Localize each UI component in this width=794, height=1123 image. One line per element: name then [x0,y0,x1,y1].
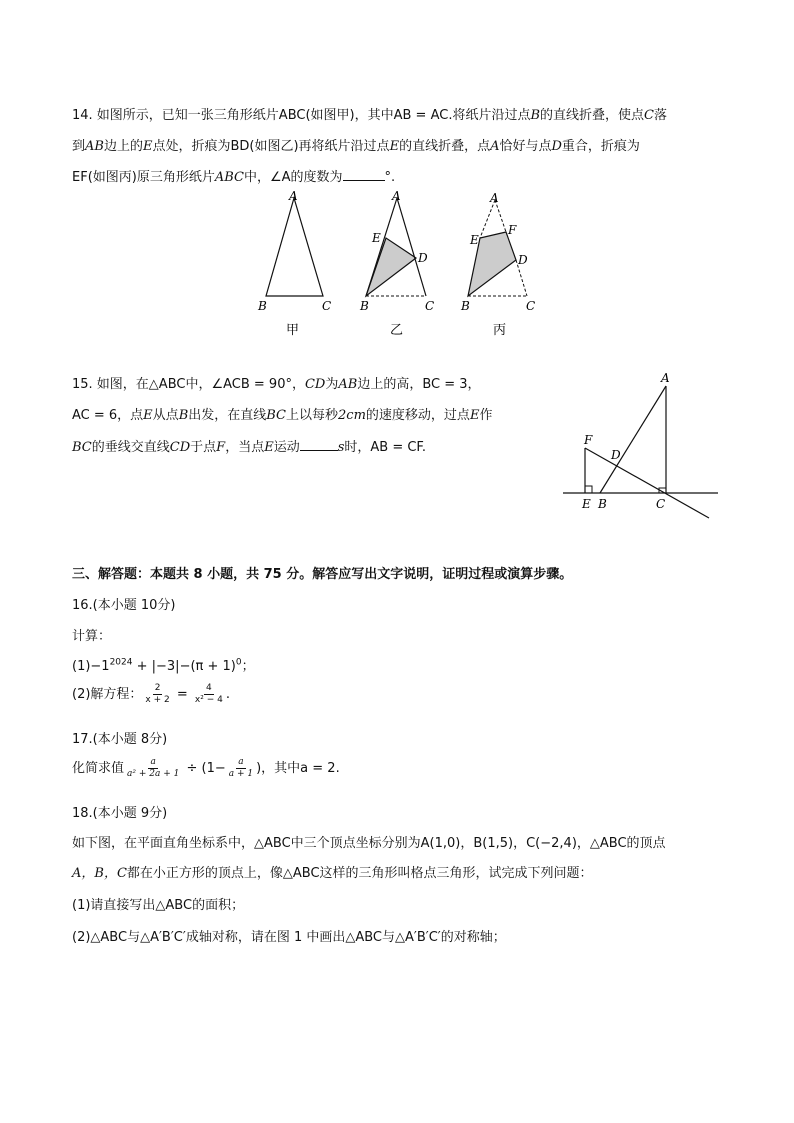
q14-line1: 14. 如图所示，已知一张三角形纸片ABC(如图甲)，其中AB = AC.将纸片沿过点B的直线折叠，使点C落 [72,108,668,123]
fig-bing-label-A: A [490,191,499,205]
fraction-2-over-x-plus-2: $\frac{2}{x + 2}$ [145,683,170,705]
q15-line2: AC = 6，点E从点B出发，在直线BC上以每秒2cm的速度移动，过点E作 [72,408,493,423]
q15-figure [555,366,725,524]
label-A: A [661,371,670,385]
q14-line2: 到AB边上的E点处，折痕为BD(如图乙)再将纸片沿过点E的直线折叠，点A恰好与点D重合，折痕为 [72,139,640,154]
label-E: E [582,497,591,511]
q18-line3: (1)请直接写出△ABC的面积； [72,898,245,913]
q17-header: 17.(本小题 8分) [72,732,168,747]
fig-yi-shaded [366,238,416,296]
q18-line2: A，B，C都在小正方形的顶点上，像△ABC这样的三角形叫格点三角形，试完成下列问题： [72,866,593,881]
fig-jia-caption: 甲 [286,323,300,338]
q15-line3: BC的垂线交直线CD于点F，当点E运动 s时，AB = CF. [72,440,426,455]
fig-bing-dashed-ae [480,200,495,238]
q16-part2: (2)解方程： $\frac{2}{x + 2}$ = $\frac{4}{\text{x² − 4}}$ . [72,683,230,705]
fig-bing-label-B: B [461,299,470,313]
fig-bing-label-D: D [518,253,528,267]
q15-line1: 15. 如图，在△ABC中，∠ACB = 90°，CD为AB边上的高，BC = 3， [72,377,481,392]
fig-yi-label-C: C [425,299,435,313]
q16-calc: 计算： [72,629,112,644]
fig-bing-label-F: F [508,223,517,237]
fig-jia-triangle [266,198,323,296]
fig-bing-label-C: C [526,299,536,313]
label-C: C [656,497,666,511]
q16-part1: $(1)-1^{2024} + |-3|-(\pi + 1)^0$； [72,657,255,674]
fraction-a-over-poly: $\frac{a}{\text{a² + 2a + 1}}$ [127,757,180,779]
q18-line1: 如下图，在平面直角坐标系中，△ABC中三个顶点坐标分别为A(1,0)，B(1,5)，C(−2,4)，△ABC的顶点 [72,836,666,851]
fraction-a-over-a-plus-1: $\frac{a}{a + 1}$ [228,757,254,779]
fraction-4-over-x2-minus-4: $\frac{4}{\text{x² − 4}}$ [194,683,223,705]
fig-yi-label-A: A [392,189,401,203]
answer-blank-q15[interactable] [300,438,338,451]
fig-jia-label-B: B [258,299,267,313]
answer-blank-q14[interactable] [343,168,385,181]
fig-yi-label-D: D [418,251,428,265]
fig-jia-label-C: C [322,299,332,313]
section3-title: 三、解答题：本题共 8 小题，共 75 分。解答应写出文字说明，证明过程或演算步骤。 [72,567,573,582]
label-B: B [598,497,607,511]
q17-body: 化简求值 $\frac{a}{\text{a² + 2a + 1}}$ ÷ (1− $\frac{a}{a + 1}$ )，其中a = 2. [72,757,340,779]
segment-ab [600,386,666,493]
fig-yi-label-B: B [360,299,369,313]
q14-figures [250,186,550,342]
fig-yi-side-ac [397,198,426,296]
fig-jia-label-A: A [289,189,298,203]
fig-yi-label-E: E [372,231,381,245]
label-D: D [611,448,621,462]
fig-yi-caption: 乙 [390,323,404,338]
fig-bing-label-E: E [470,233,479,247]
q18-header: 18.(本小题 9分) [72,806,168,821]
fig-bing-caption: 丙 [493,323,507,338]
q16-header: 16.(本小题 10分) [72,598,176,613]
label-F: F [584,433,593,447]
right-angle-e [585,486,592,493]
q18-line4: (2)△ABC与△A′B′C′成轴对称，请在图 1 中画出△ABC与△A′B′C′的对称轴； [72,930,506,945]
q14-line3: EF(如图丙)原三角形纸片ABC中，∠A的度数为 °. [72,170,396,185]
